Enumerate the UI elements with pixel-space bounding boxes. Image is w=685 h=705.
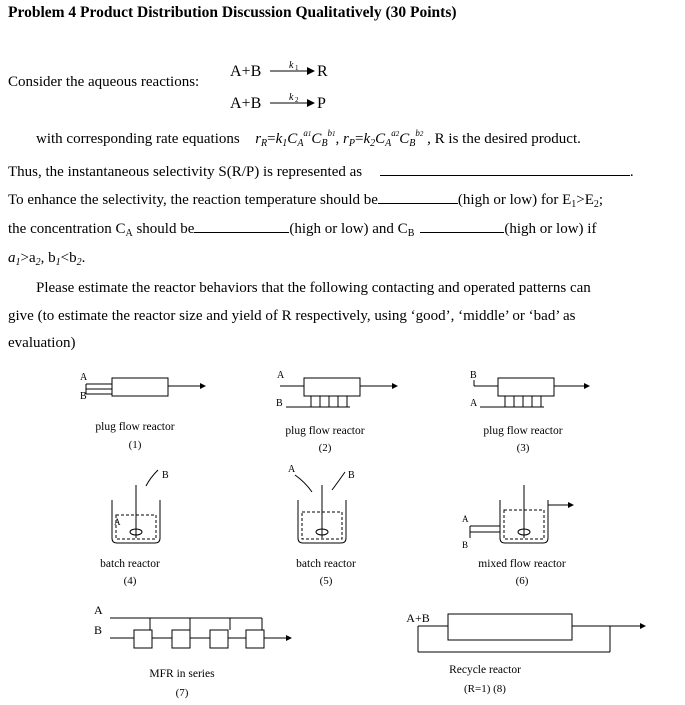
label-3: plug flow reactor (483, 425, 563, 437)
diagram-batch-5 (288, 464, 356, 587)
rate-equation-r: $r_R=k_1C_A^{a1}C_B^{b1}$, (255, 128, 340, 149)
svg-text:(1): (1) (128, 439, 142, 451)
reaction1-product: R (317, 63, 328, 80)
svg-text:A: A (94, 603, 103, 617)
svg-text:(4): (4) (123, 575, 137, 587)
reaction2-product: P (317, 95, 326, 112)
svg-text:B: B (462, 540, 469, 550)
rate-line (36, 128, 581, 149)
temperature-blank[interactable] (378, 191, 458, 204)
rate-equation-p: $r_P=k_2C_A^{a2}C_B^{b2}$ (343, 128, 424, 149)
reaction1-k-sub: 1 (295, 64, 299, 72)
reaction2-k: k (289, 92, 294, 103)
diagram-recycle-8 (406, 611, 646, 695)
instruction-line-1: Please estimate the reactor behaviors that the following contacting and operated patterns can (36, 280, 591, 296)
concentration-b-blank[interactable] (420, 220, 504, 233)
selectivity-line: Thus, the instantaneous selectivity S(R/P) is represented as . (8, 164, 634, 180)
svg-text:(3): (3) (516, 442, 530, 454)
reaction1-reactants: A+B (230, 63, 262, 80)
concentration-a-blank[interactable] (194, 220, 289, 233)
svg-text:A+B: A+B (406, 611, 430, 625)
svg-text:B: B (470, 370, 477, 381)
svg-text:B: B (94, 623, 103, 637)
svg-text:A: A (114, 517, 121, 527)
label-7: MFR in series (149, 668, 215, 680)
concentration-line: the concentration $C_A$ should be (high or low) and $C_B$ (high or low) if (8, 221, 597, 239)
svg-text:B: B (162, 470, 169, 481)
rate-tail: , R is the desired product. (427, 131, 581, 147)
label-2: plug flow reactor (285, 425, 365, 437)
label-8: Recycle reactor (449, 664, 521, 676)
diagram-plug-flow-2 (276, 370, 398, 454)
diagram-mixed-flow-6 (462, 485, 574, 587)
condition-line: $a_1>a_2$, $b_1<b_2$. (8, 250, 86, 268)
label-1: plug flow reactor (95, 421, 175, 433)
svg-text:(7): (7) (175, 687, 189, 699)
diagram-plug-flow-1 (80, 372, 206, 451)
selectivity-blank[interactable] (380, 163, 630, 176)
temperature-line: To enhance the selectivity, the reaction temperature should be (high or low) for $E_1>E_2$; (8, 192, 604, 210)
svg-text:A: A (462, 514, 469, 524)
svg-text:A: A (80, 372, 88, 383)
reaction2-k-sub: 2 (295, 96, 299, 104)
svg-text:(6): (6) (515, 575, 529, 587)
reaction-equations (225, 56, 365, 116)
svg-text:B: B (80, 391, 87, 402)
instruction-line-2: give (to estimate the reactor size and yield of R respectively, using ‘good’, ‘middle’ or ‘bad’ as (8, 308, 576, 324)
svg-text:A: A (470, 398, 478, 409)
reactor-diagrams (0, 360, 685, 705)
svg-text:B: B (276, 398, 283, 409)
rate-intro: with corresponding rate equations (36, 131, 240, 147)
reaction1-k: k (289, 60, 294, 71)
label-5: batch reactor (296, 558, 356, 570)
svg-text:A: A (288, 464, 296, 475)
label-6: mixed flow reactor (478, 558, 566, 570)
svg-text:B: B (348, 470, 355, 481)
consider-text: Consider the aqueous reactions: (8, 74, 200, 90)
diagram-plug-flow-3 (470, 370, 590, 454)
svg-text:A: A (277, 370, 285, 381)
label-4: batch reactor (100, 558, 160, 570)
diagram-batch-4 (100, 470, 169, 587)
problem-title: Problem 4 Product Distribution Discussion Qualitatively (30 Points) (8, 4, 457, 21)
svg-text:(2): (2) (318, 442, 332, 454)
svg-text:(5): (5) (319, 575, 333, 587)
reaction2-reactants: A+B (230, 95, 262, 112)
diagram-mfr-series-7 (94, 603, 292, 699)
svg-text:(R=1) (8): (R=1) (8) (464, 683, 506, 695)
instruction-line-3: evaluation) (8, 335, 76, 351)
